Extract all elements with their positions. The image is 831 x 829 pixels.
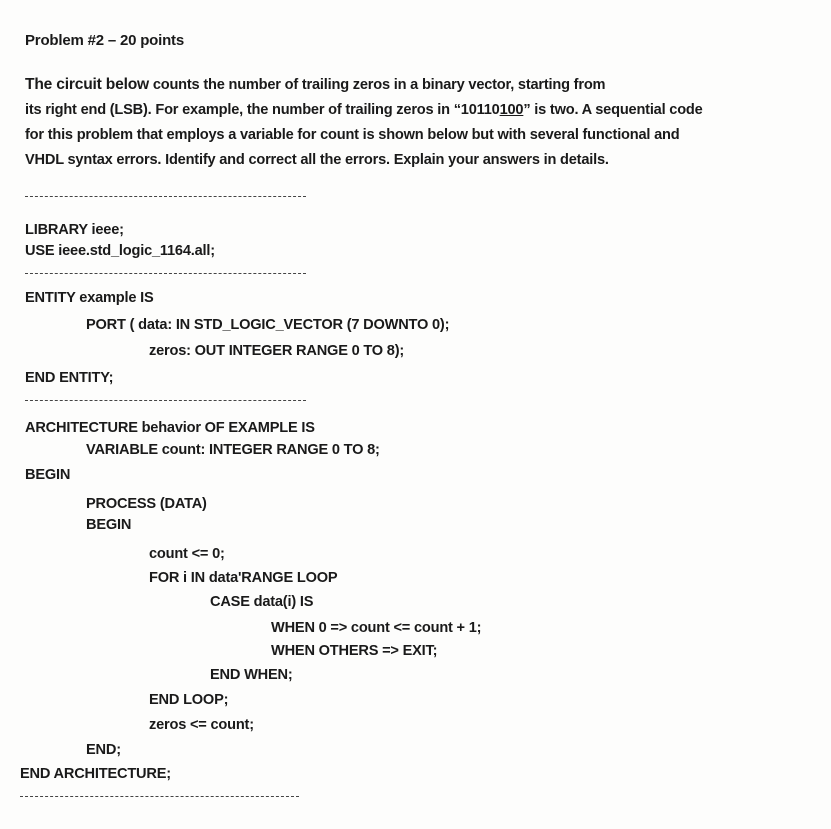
code-line: BEGIN — [25, 467, 71, 483]
description-line-1 — [25, 72, 825, 98]
code-line: PORT ( data: IN STD_LOGIC_VECTOR (7 DOWNTO 0); — [86, 317, 450, 333]
description-line-2-pre: its right end (LSB). For example, the number of trailing zeros in “10110 — [25, 102, 500, 118]
separator-line — [20, 796, 299, 797]
description-line-2 — [25, 98, 825, 123]
code-line: VARIABLE count: INTEGER RANGE 0 TO 8; — [86, 442, 380, 458]
code-line: WHEN 0 => count <= count + 1; — [271, 620, 482, 636]
description-line-2-post: ” is two. A sequential code — [523, 102, 703, 118]
separator-line — [25, 400, 306, 401]
problem-heading: Problem #2 – 20 points — [25, 32, 184, 49]
code-line: BEGIN — [86, 517, 132, 533]
code-line: ARCHITECTURE behavior OF EXAMPLE IS — [25, 420, 315, 436]
separator-line — [25, 273, 306, 274]
code-line: zeros <= count; — [149, 717, 254, 733]
code-line: zeros: OUT INTEGER RANGE 0 TO 8); — [149, 343, 405, 359]
description-line-3: for this problem that employs a variable for count is shown below but with several functional and — [25, 127, 680, 143]
code-line: END ARCHITECTURE; — [20, 766, 171, 782]
underlined-trailing-zeros: 100 — [499, 102, 524, 118]
problem-description — [25, 72, 825, 173]
code-line: USE ieee.std_logic_1164.all; — [25, 243, 215, 259]
code-line: END LOOP; — [149, 692, 229, 708]
code-line: FOR i IN data'RANGE LOOP — [149, 570, 338, 586]
code-line: END WHEN; — [210, 667, 293, 683]
code-line: LIBRARY ieee; — [25, 222, 124, 238]
code-line: WHEN OTHERS => EXIT; — [271, 643, 438, 659]
code-line: PROCESS (DATA) — [86, 496, 207, 512]
separator-line — [25, 196, 306, 197]
code-line: CASE data(i) IS — [210, 594, 314, 610]
code-line: count <= 0; — [149, 546, 225, 562]
code-line: END; — [86, 742, 121, 758]
code-line: ENTITY example IS — [25, 290, 154, 306]
description-lead: The circuit below — [25, 76, 149, 93]
code-line: END ENTITY; — [25, 370, 114, 386]
description-line-1-rest: counts the number of trailing zeros in a binary vector, starting from — [148, 77, 606, 93]
description-line-4: VHDL syntax errors. Identify and correct all the errors. Explain your answers in details. — [25, 152, 609, 168]
